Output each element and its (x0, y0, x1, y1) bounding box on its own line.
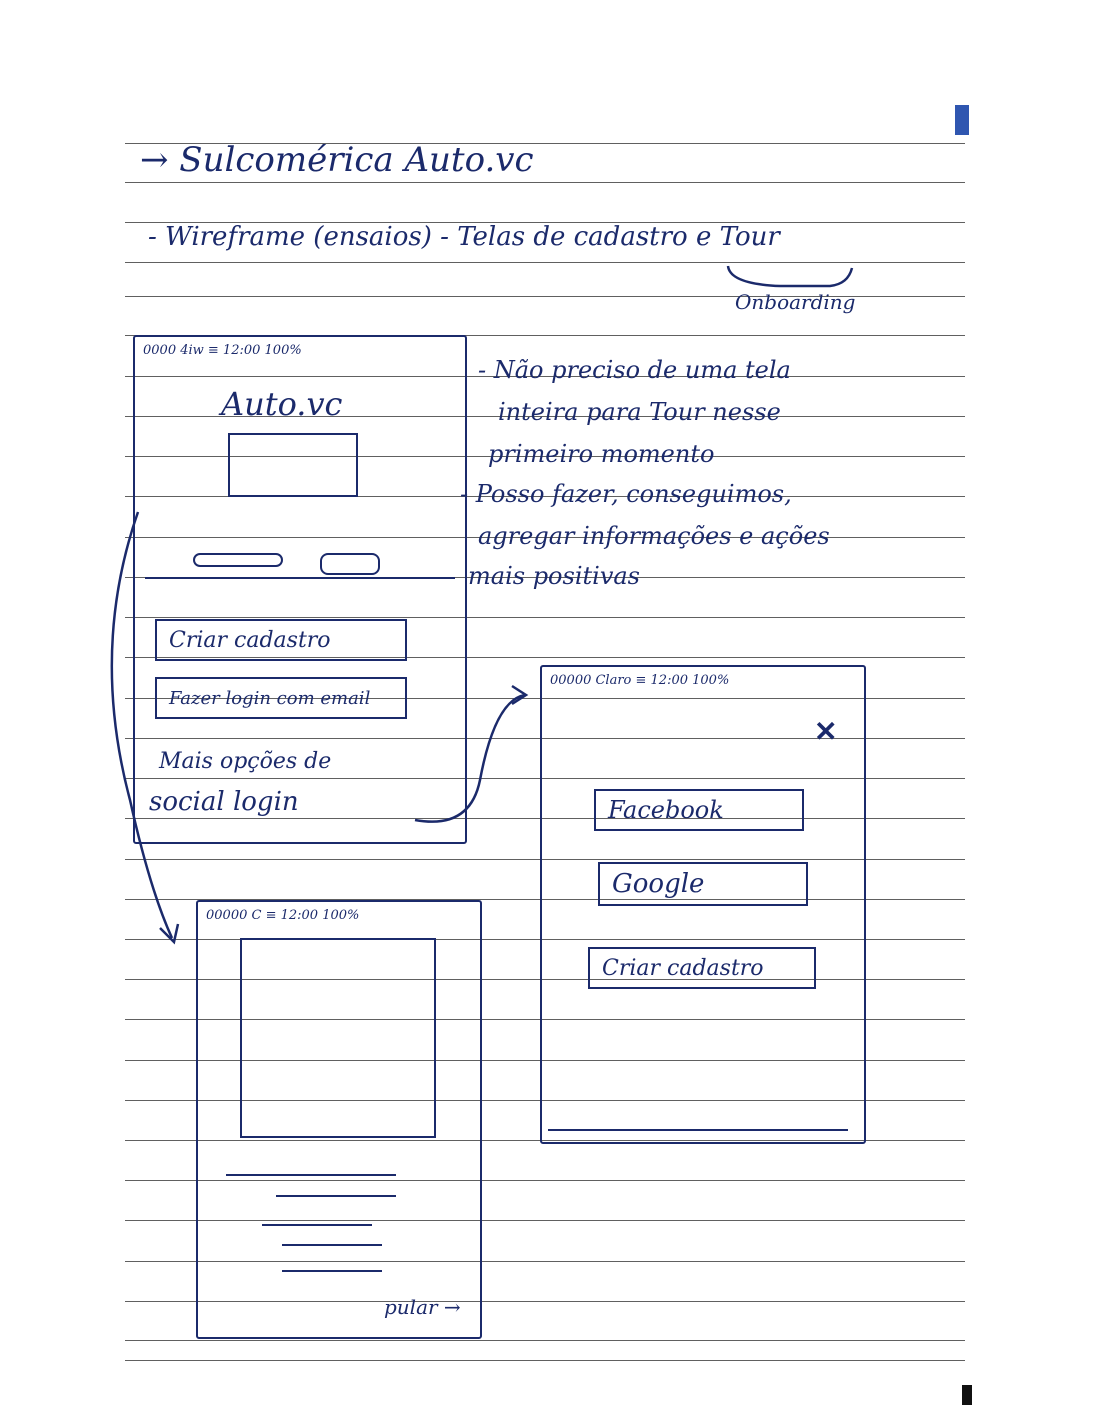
ruled-line (125, 1340, 965, 1341)
page-corner-mark (955, 105, 969, 135)
email-login-button[interactable]: Fazer login com email (155, 677, 407, 719)
create-account-button[interactable]: Criar cadastro (155, 619, 407, 661)
page-corner-mark (962, 1385, 972, 1405)
page-subtitle: - Wireframe (ensaios) - Telas de cadastro e Tour (148, 222, 780, 252)
more-options-link[interactable]: Mais opções de (159, 749, 332, 774)
google-login-button[interactable]: Google (598, 862, 808, 906)
wireframe-main-screen (133, 335, 467, 844)
status-bar: 00000 C ≡ 12:00 100% (206, 908, 360, 923)
text-placeholder-line (226, 1174, 396, 1176)
facebook-login-button[interactable]: Facebook (594, 789, 804, 831)
note-line: - Não preciso de uma tela (478, 356, 791, 384)
status-bar: 0000 4iw ≡ 12:00 100% (143, 343, 302, 358)
note-line: - Posso fazer, conseguimos, (460, 480, 792, 508)
ruled-line (125, 182, 965, 183)
note-line: agregar informações e ações (478, 522, 830, 550)
create-account-button[interactable]: Criar cadastro (588, 947, 816, 989)
ruled-line (125, 1360, 965, 1361)
text-placeholder-line (262, 1224, 372, 1226)
text-placeholder-line (282, 1270, 382, 1272)
divider (145, 577, 455, 579)
tour-image-placeholder (240, 938, 436, 1138)
carousel-indicator[interactable] (320, 553, 380, 575)
app-logo: Auto.vc (221, 385, 343, 423)
social-login-link[interactable]: social login (149, 787, 299, 817)
text-placeholder-line (282, 1244, 382, 1246)
page-title: → Sulcomérica Auto.vc (140, 140, 534, 180)
note-line: primeiro momento (488, 440, 715, 468)
onboarding-annotation: Onboarding (735, 290, 856, 314)
status-bar: 00000 Claro ≡ 12:00 100% (550, 673, 730, 688)
note-line: mais positivas (468, 562, 640, 590)
carousel-indicator[interactable] (193, 553, 283, 567)
close-icon[interactable]: ✕ (814, 715, 838, 748)
wireframe-social-screen (540, 665, 866, 1144)
wireframe-tour-screen (196, 900, 482, 1339)
skip-button[interactable]: pular → (384, 1295, 461, 1319)
text-placeholder-line (276, 1195, 396, 1197)
image-placeholder (228, 433, 358, 497)
divider (548, 1129, 848, 1131)
note-line: inteira para Tour nesse (498, 398, 781, 426)
